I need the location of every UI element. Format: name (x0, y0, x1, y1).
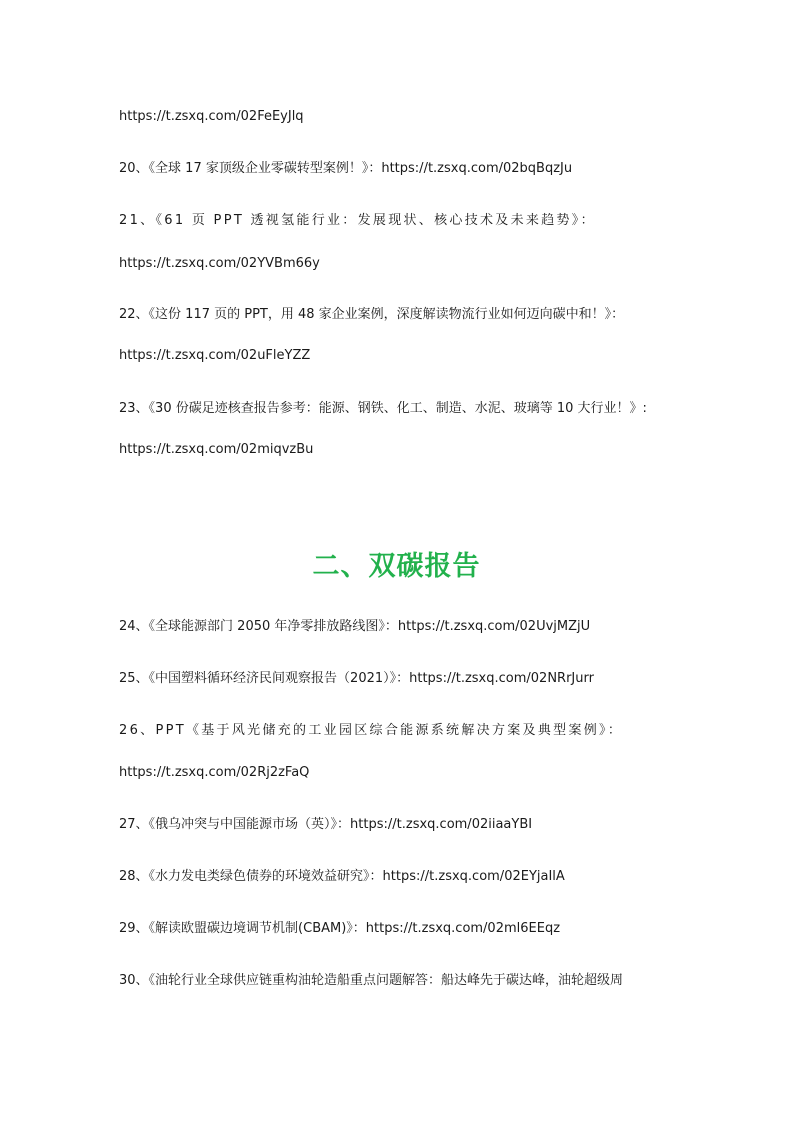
list-item-23: 23、《30 份碳足迹核查报告参考：能源、钢铁、化工、制造、水泥、玻璃等 10 大行业！》: (119, 401, 647, 416)
link-line-23[interactable]: https://t.zsxq.com/02miqvzBu (119, 442, 314, 457)
list-item-29[interactable]: 29、《解读欧盟碳边境调节机制(CBAM)》：https://t.zsxq.com/02ml6EEqz (119, 921, 561, 936)
list-item-26: 26、PPT《基于风光储充的工业园区综合能源系统解决方案及典型案例》： (119, 723, 624, 738)
list-item-24[interactable]: 24、《全球能源部门 2050 年净零排放路线图》：https://t.zsxq.com/02UvjMZjU (119, 619, 591, 634)
list-item-28[interactable]: 28、《水力发电类绿色债券的环境效益研究》：https://t.zsxq.com/02EYjaIlA (119, 869, 565, 884)
list-item-27[interactable]: 27、《俄乌冲突与中国能源市场（英）》：https://t.zsxq.com/02iiaaYBI (119, 817, 533, 832)
list-item-20[interactable]: 20、《全球 17 家顶级企业零碳转型案例！》：https://t.zsxq.com/02bqBqzJu (119, 161, 573, 176)
link-line-19[interactable]: https://t.zsxq.com/02FeEyJlq (119, 109, 304, 124)
link-line-26[interactable]: https://t.zsxq.com/02Rj2zFaQ (119, 765, 310, 780)
link-line-21[interactable]: https://t.zsxq.com/02YVBm66y (119, 256, 320, 271)
list-item-21: 21、《61 页 PPT 透视氢能行业：发展现状、核心技术及未来趋势》： (119, 213, 596, 228)
list-item-30: 30、《油轮行业全球供应链重构油轮造船重点问题解答：船达峰先于碳达峰，油轮超级周 (119, 973, 624, 988)
link-line-22[interactable]: https://t.zsxq.com/02uFleYZZ (119, 348, 311, 363)
list-item-25[interactable]: 25、《中国塑料循环经济民间观察报告（2021）》：https://t.zsxq.com/02NRrJurr (119, 671, 594, 686)
section-title: 二、双碳报告 (312, 551, 481, 582)
list-item-22: 22、《这份 117 页的 PPT，用 48 家企业案例，深度解读物流行业如何迈向碳中和！》： (119, 307, 625, 322)
